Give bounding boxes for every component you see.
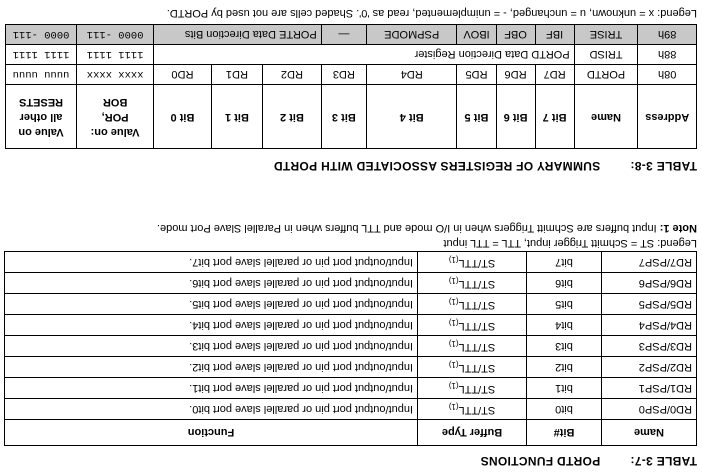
cell-buffer-type xyxy=(418,273,527,294)
buffer-type-text: ST/TTL xyxy=(458,299,496,312)
cell-buffer-type xyxy=(418,252,527,273)
cell-bit: bit5 xyxy=(527,294,602,315)
table-row xyxy=(5,315,697,336)
cell-bit5: RD5 xyxy=(457,65,496,85)
note-reference: (1) xyxy=(448,401,459,411)
portd-registers-table xyxy=(5,24,697,149)
col-header-bit7: Bit 7 xyxy=(535,85,574,149)
table-3-8-label: TABLE 3-8: xyxy=(630,159,697,173)
cell-value-resets: 0000 -111 xyxy=(6,25,77,45)
cell-bit: bit1 xyxy=(527,378,602,399)
note-reference: (1) xyxy=(448,254,459,264)
note-reference: (1) xyxy=(448,275,459,285)
buffer-type-text: ST/TTL xyxy=(458,383,496,396)
note-reference: (1) xyxy=(448,296,459,306)
col-header-bit2: Bit 2 xyxy=(263,85,322,149)
value-por-line-2: POR, xyxy=(101,111,129,123)
cell-function: Input/output port pin or parallel slave port bit6. xyxy=(5,273,418,294)
cell-name: PORTD xyxy=(574,65,638,85)
cell-bit3: RD3 xyxy=(321,65,366,85)
buffer-type-text: ST/TTL xyxy=(458,320,496,333)
cell-pin-name: RD4/PSP4 xyxy=(602,315,697,336)
value-resets-line-3: RESETS xyxy=(19,96,64,108)
cell-bit6: OBF xyxy=(496,25,535,45)
table-row xyxy=(5,336,697,357)
cell-buffer-type xyxy=(418,378,527,399)
cell-pin-name: RD1/PSP1 xyxy=(602,378,697,399)
cell-function: Input/output port pin or parallel slave port bit1. xyxy=(5,378,418,399)
register-row-trise xyxy=(6,25,697,45)
col-header-name: Name xyxy=(574,85,638,149)
table-3-7-legend: Legend: ST = Schmitt Trigger input, TTL = TTL input xyxy=(443,237,697,249)
cell-value-por: xxxx xxxx xyxy=(77,65,154,85)
col-header-bit6: Bit 6 xyxy=(496,85,535,149)
cell-bit: bit6 xyxy=(527,273,602,294)
col-header-value-resets xyxy=(6,85,77,149)
col-header-bit5: Bit 5 xyxy=(457,85,496,149)
cell-buffer-type xyxy=(418,399,527,420)
table-3-7-label: TABLE 3-7: xyxy=(630,454,697,468)
cell-function: Input/output port pin or parallel slave port bit4. xyxy=(5,315,418,336)
col-header-address: Address xyxy=(638,85,697,149)
table-row xyxy=(5,294,697,315)
cell-bit4: RD4 xyxy=(366,65,456,85)
cell-function: Input/output port pin or parallel slave port bit5. xyxy=(5,294,418,315)
col-header-bit0: Bit 0 xyxy=(154,85,212,149)
portd-functions-table xyxy=(4,251,697,446)
cell-bit: bit7 xyxy=(527,252,602,273)
cell-pin-name: RD7/PSP7 xyxy=(602,252,697,273)
table-3-7-caption xyxy=(480,454,697,468)
cell-bit7: RD7 xyxy=(535,65,574,85)
col-header-bit: Bit# xyxy=(527,420,602,446)
cell-value-por: 0000 -111 xyxy=(77,25,154,45)
cell-value-resets: 1111 1111 xyxy=(6,45,77,65)
table-3-8-caption xyxy=(274,159,697,173)
cell-trise-description: PORTE Data Direction Bits xyxy=(154,25,322,45)
note-reference: (1) xyxy=(448,317,459,327)
col-header-bit4: Bit 4 xyxy=(366,85,456,149)
buffer-type-text: ST/TTL xyxy=(458,341,496,354)
note-reference: (1) xyxy=(448,380,459,390)
table-row xyxy=(5,252,697,273)
cell-value-por: 1111 1111 xyxy=(77,45,154,65)
value-por-line-3: BOR xyxy=(102,96,128,108)
cell-bit: bit4 xyxy=(527,315,602,336)
cell-address: 89h xyxy=(638,25,697,45)
cell-bit6: RD6 xyxy=(496,65,535,85)
value-resets-line-2: all other xyxy=(19,111,63,123)
value-resets-line-1: Value on xyxy=(18,126,64,138)
cell-bit: bit0 xyxy=(527,399,602,420)
cell-function: Input/output port pin or parallel slave port bit7. xyxy=(5,252,418,273)
table-3-8-title: SUMMARY OF REGISTERS ASSOCIATED WITH PORTD xyxy=(273,159,601,173)
table-row xyxy=(5,273,697,294)
cell-value-resets: uuuu uuuu xyxy=(6,65,77,85)
cell-buffer-type xyxy=(418,357,527,378)
cell-bit4: PSPMODE xyxy=(366,25,456,45)
table-3-7-note xyxy=(157,222,697,234)
cell-address: 08h xyxy=(638,65,697,85)
col-header-name: Name xyxy=(602,420,697,446)
cell-buffer-type xyxy=(418,336,527,357)
cell-bit1: RD1 xyxy=(211,65,262,85)
col-header-bit3: Bit 3 xyxy=(321,85,366,149)
cell-bit: bit3 xyxy=(527,336,602,357)
value-por-line-1: Value on: xyxy=(90,126,140,138)
note-reference: (1) xyxy=(448,338,459,348)
table-row xyxy=(5,357,697,378)
col-header-value-por xyxy=(77,85,154,149)
table-header-row xyxy=(5,420,697,446)
register-row-trisd xyxy=(6,45,697,65)
cell-bit0: RD0 xyxy=(154,65,212,85)
cell-trisd-description: PORTD Data Direction Register xyxy=(154,45,575,65)
table-3-7-title: PORTD FUNCTIONS xyxy=(480,454,601,468)
cell-buffer-type xyxy=(418,294,527,315)
buffer-type-text: ST/TTL xyxy=(458,257,496,270)
note-reference: (1) xyxy=(448,359,459,369)
cell-pin-name: RD5/PSP5 xyxy=(602,294,697,315)
note-text: Input buffers are Schmitt Triggers when in I/O mode and TTL buffers when in Parallel Slave Port mode. xyxy=(156,222,660,234)
cell-address: 88h xyxy=(638,45,697,65)
table-3-8-legend: Legend: x = unknown, u = unchanged, - = unimplemented, read as '0'. Shaded cells are not used by PORTD. xyxy=(166,7,697,19)
cell-function: Input/output port pin or parallel slave port bit0. xyxy=(5,399,418,420)
cell-pin-name: RD6/PSP6 xyxy=(602,273,697,294)
cell-bit2: RD2 xyxy=(263,65,322,85)
table-header-row xyxy=(6,85,697,149)
buffer-type-text: ST/TTL xyxy=(458,404,496,417)
table-row xyxy=(5,378,697,399)
cell-buffer-type xyxy=(418,315,527,336)
cell-name: TRISE xyxy=(574,25,638,45)
cell-bit3: — xyxy=(321,25,366,45)
note-label: Note 1: xyxy=(659,222,697,234)
cell-function: Input/output port pin or parallel slave port bit2. xyxy=(5,357,418,378)
col-header-bit1: Bit 1 xyxy=(211,85,262,149)
cell-function: Input/output port pin or parallel slave port bit3. xyxy=(5,336,418,357)
col-header-buffer-type: Buffer Type xyxy=(418,420,527,446)
cell-bit5: IBOV xyxy=(457,25,496,45)
col-header-function: Function xyxy=(5,420,418,446)
table-row xyxy=(5,399,697,420)
cell-bit: bit2 xyxy=(527,357,602,378)
cell-name: TRISD xyxy=(574,45,638,65)
cell-pin-name: RD3/PSP3 xyxy=(602,336,697,357)
buffer-type-text: ST/TTL xyxy=(458,278,496,291)
cell-pin-name: RD2/PSP2 xyxy=(602,357,697,378)
register-row-portd xyxy=(6,65,697,85)
cell-bit7: IBF xyxy=(535,25,574,45)
buffer-type-text: ST/TTL xyxy=(458,362,496,375)
cell-pin-name: RD0/PSP0 xyxy=(602,399,697,420)
